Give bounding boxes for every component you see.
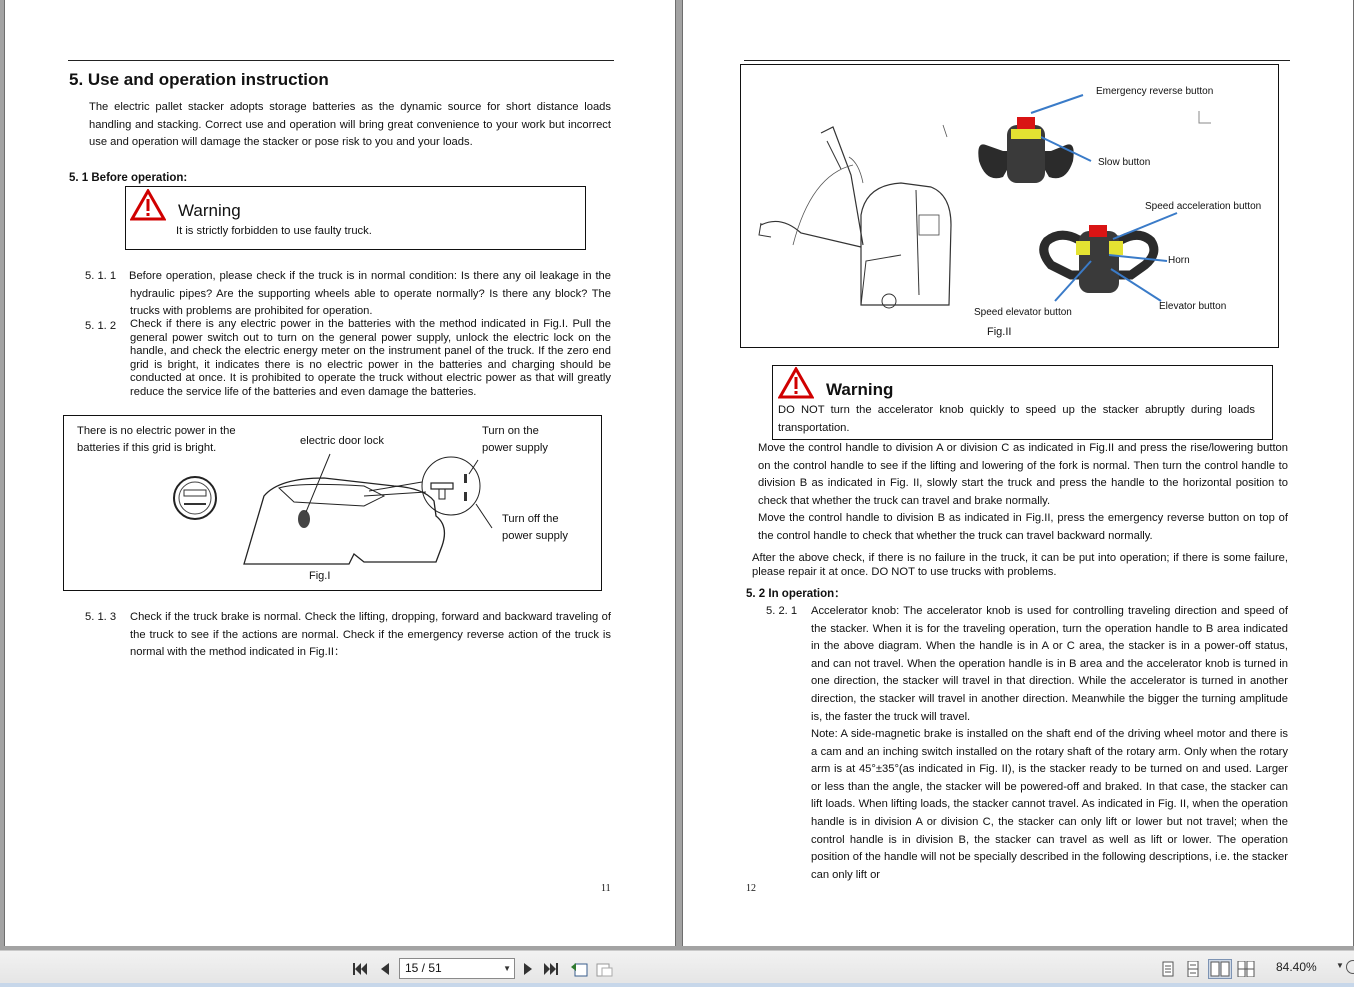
last-page-icon [543, 962, 559, 976]
intro-paragraph: The electric pallet stacker adopts storage batteries as the dynamic source for short distance loads handling and stacking. Correct use and operation will bring great convenience to your work but incorrect use and operation will damage the stacker or pose risk to you and your loads. [89, 101, 611, 149]
previous-view-button[interactable] [569, 959, 589, 979]
two-page-view-button[interactable] [1208, 959, 1232, 979]
fig1-door-lock-label: electric door lock [300, 435, 384, 447]
zoom-level[interactable]: 84.40% [1276, 960, 1317, 974]
page-number: 12 [746, 883, 756, 894]
item-521-text: Accelerator knob: The accelerator knob is used for controlling traveling direction and speed of the stacker. When it is for the traveling operation, turn the operation handle to B area indicated in the above diagram. When the handle is in A or C area, the stacker is in a power-off status, and can not travel. When the operation handle is in B area and the accelerator knob is turned in one direction, the stacker will travel in that direction. While the accelerator is turned in another direction, the stacker will travel in another direction. Meanwhile the bigger the turning amplitude is, the faster the truck will travel. [811, 605, 1288, 723]
fig2-speed-elevator-label: Speed elevator button [974, 307, 1072, 318]
fig1-caption: Fig.I [309, 570, 331, 582]
item-511-number: 5. 1. 1 [85, 270, 117, 282]
fig2-speed-acc-label: Speed acceleration button [1145, 201, 1262, 212]
figure-1 [63, 415, 602, 591]
section-heading: 5. Use and operation instruction [69, 70, 329, 89]
item-513-number: 5. 1. 3 [85, 611, 117, 623]
chevron-down-icon[interactable]: ▼ [503, 964, 511, 973]
fig2-caption: Fig.II [987, 326, 1012, 338]
single-page-view-button[interactable] [1158, 959, 1178, 979]
warning-triangle-icon [778, 367, 814, 399]
two-page-continuous-view-button[interactable] [1236, 959, 1256, 979]
next-page-button[interactable] [518, 959, 538, 979]
fig1-turn-on-label: Turn on the power supply [482, 425, 548, 454]
fig1-illustration [64, 416, 603, 592]
first-page-button[interactable] [350, 959, 370, 979]
previous-page-icon [379, 962, 391, 976]
warning-box [125, 186, 586, 250]
warning-triangle-icon [130, 189, 166, 221]
continuous-view-button[interactable] [1183, 959, 1203, 979]
item-512-number: 5. 1. 2 [85, 320, 117, 332]
fig2-elevator-label: Elevator button [1159, 301, 1227, 312]
pdf-toolbar [0, 950, 1354, 987]
warning-title: Warning [826, 380, 894, 399]
next-view-button[interactable] [595, 959, 615, 979]
fig1-turn-off-label: Turn off the power supply [502, 513, 568, 542]
next-page-icon [522, 962, 534, 976]
two-page-continuous-icon [1237, 961, 1255, 977]
figure-2 [740, 64, 1279, 348]
item-513-text: Check if the truck brake is normal. Check the lifting, dropping, forward and backward traveling of the truck to see if the actions are normal. Check if the emergency reverse action of the truck is normal with the method indicated in Fig.II： [130, 611, 611, 659]
sub-heading-before-operation: 5. 1 Before operation: [69, 172, 188, 184]
page-number-input[interactable] [399, 958, 515, 979]
warning-title: Warning [178, 201, 241, 220]
warning-text: DO NOT turn the accelerator knob quickly to speed up the stacker abruptly during loads transportation. [778, 404, 1255, 434]
warning-text: It is strictly forbidden to use faulty truck. [176, 225, 372, 237]
header-rule [744, 60, 1290, 61]
page-12 [682, 0, 1354, 946]
page-number: 11 [601, 883, 611, 894]
item-521-number: 5. 2. 1 [766, 605, 798, 617]
paragraph-check-lifting: Move the control handle to division A or division C as indicated in Fig.II and press the rise/lowering button on the control handle to see if the lifting and lowering of the fork is normal. Then turn the control handle to division B as indicated in Fig. II, slowly start the truck and press the handle to the horizontal position to check that whether the truck can travel and brake normally. [758, 442, 1288, 507]
next-view-icon [596, 961, 614, 977]
paragraph-after-check: After the above check, if there is no failure in the truck, it can be put into operation; if there is some failure, please repair it at once. DO NOT to use trucks with problems. [752, 552, 1288, 578]
status-strip [0, 983, 1354, 987]
single-page-icon [1161, 961, 1175, 977]
previous-page-button[interactable] [375, 959, 395, 979]
header-rule [68, 60, 614, 61]
page-indicator-text: 15 / 51 [405, 961, 442, 975]
warning-box [772, 365, 1273, 440]
note-paragraph: Note: A side-magnetic brake is installed on the shaft end of the driving wheel motor and there is a cam and an inching switch installed on the rotary shaft of the rotary arm. Only when the rotary arm is at 45°±35°(as indicated in Fig. II), is the stacker ready to be turned on and used. Larger or less than the angle, the stacker will be powered-off and braked. In that case, the stacker can lift loads. When lifting loads, the stacker cannot travel. As indicated in Fig. II, when the operation handle is in division A or division C, the stacker can only lift or lower but not travel; when the control handle is in division B, the stacker can travel as well as lift or lower. The operation position of the handle will not be specially described in the following descriptions, i.e. the stacker can only lift or [811, 728, 1288, 881]
page-11 [4, 0, 676, 946]
previous-view-icon [570, 961, 588, 977]
fig2-horn-label: Horn [1168, 255, 1190, 266]
zoom-in-icon[interactable] [1346, 960, 1354, 974]
last-page-button[interactable] [541, 959, 561, 979]
first-page-icon [352, 962, 368, 976]
two-page-icon [1210, 961, 1230, 977]
fig2-slow-label: Slow button [1098, 157, 1151, 168]
sub-heading-in-operation: 5. 2 In operation： [746, 588, 846, 600]
continuous-page-icon [1186, 961, 1200, 977]
zoom-dropdown-icon[interactable]: ▼ [1336, 961, 1344, 970]
fig2-emergency-label: Emergency reverse button [1096, 86, 1214, 97]
item-511-text: Before operation, please check if the truck is in normal condition: Is there any oil leakage in the hydraulic pipes? Are the supporting wheels able to operate normally? Is there any block? The trucks with problems are prohibited for operation. [129, 270, 611, 318]
paragraph-check-reverse: Move the control handle to division B as indicated in Fig.II, press the emergency reverse button on top of the control handle to check that whether the truck can travel backward normally. [758, 512, 1288, 542]
item-512-text: Check if there is any electric power in the batteries with the method indicated in Fig.I. Pull the general power switch out to turn on the general power supply, unlock the electric lock on the handle, and check the electric energy meter on the instrument panel of the truck. If the zero end grid is bright, it indicates there is no electric power in the batteries and charging should be conducted at once. It is prohibited to operate the truck without electric power as that will greatly reduce the service life of the batteries and even damage the batteries. [130, 318, 611, 398]
fig1-no-power-label: There is no electric power in the batteries if this grid is bright. [77, 425, 236, 454]
